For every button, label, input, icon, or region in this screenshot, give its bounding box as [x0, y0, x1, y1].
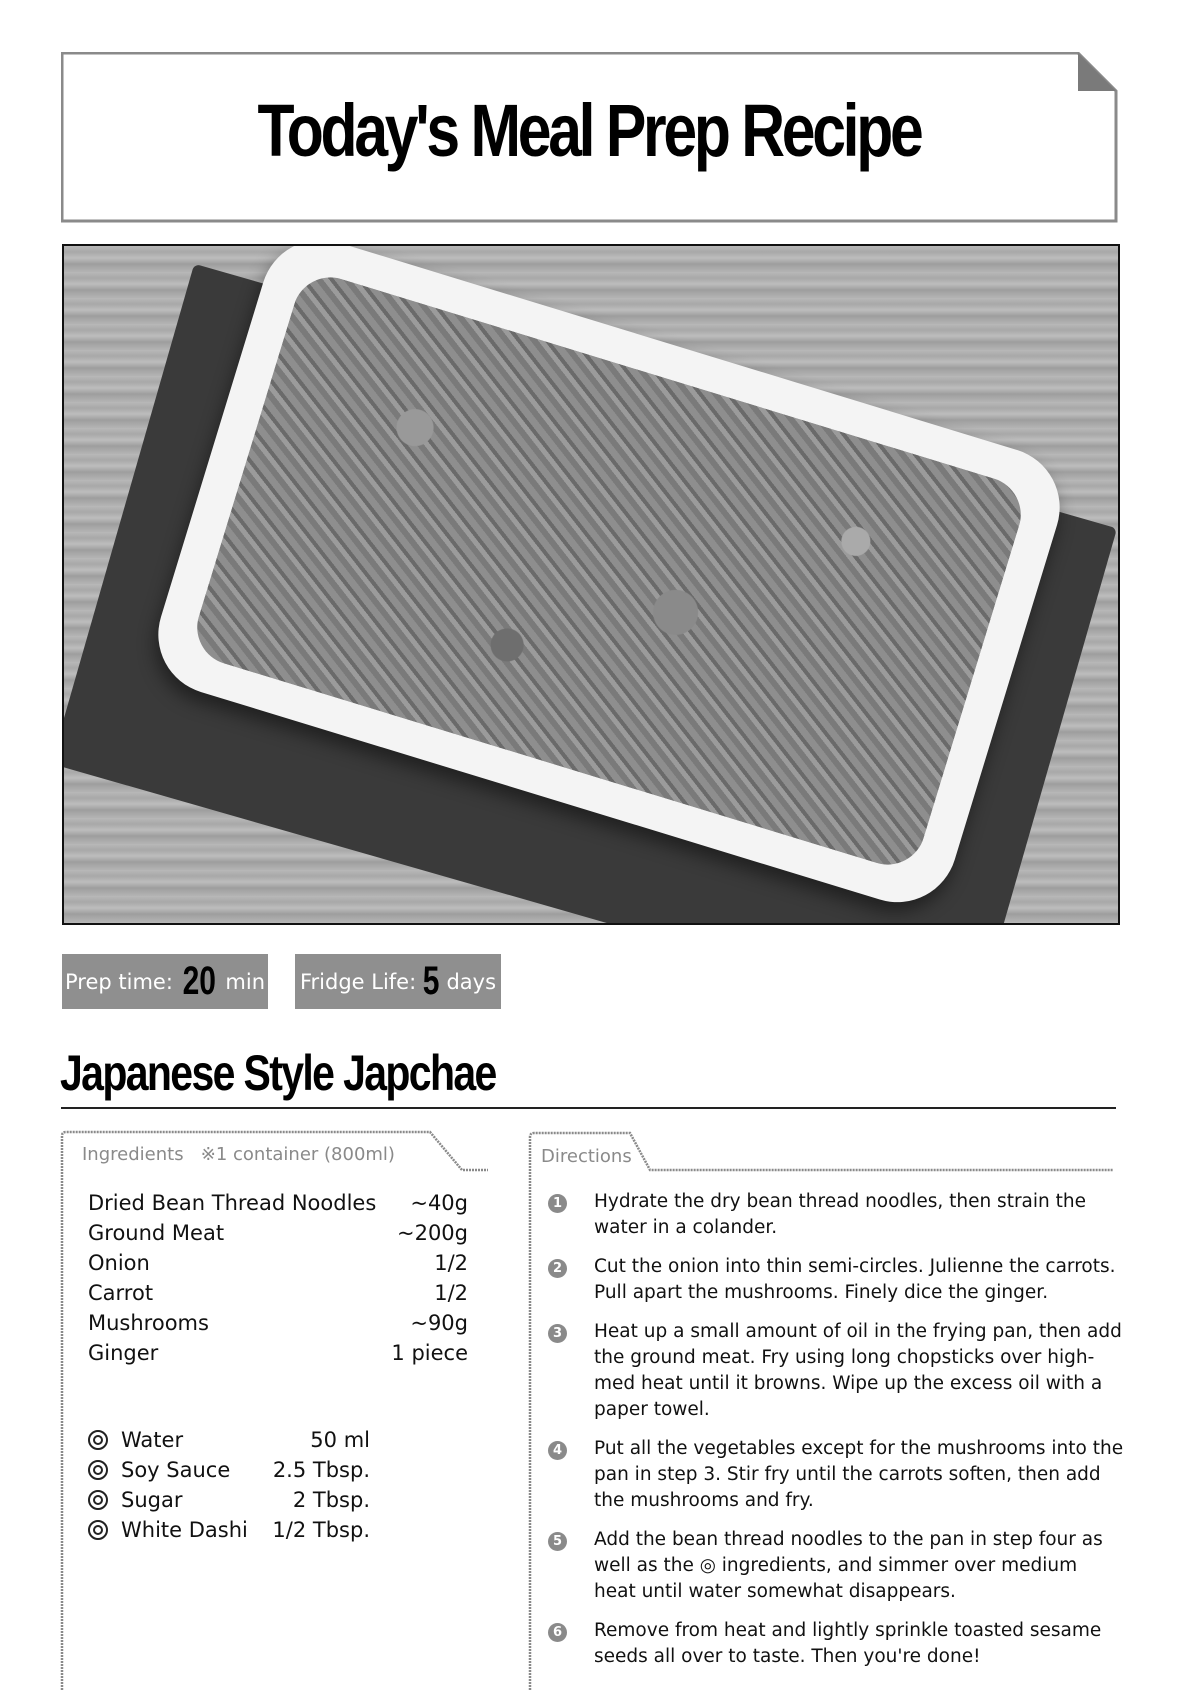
prep-time-badge	[62, 954, 268, 1009]
step-number-icon: 3	[548, 1324, 567, 1343]
direction-step	[548, 1618, 1128, 1670]
ingredient-qty: 1/2	[434, 1251, 468, 1275]
recipe-photo	[62, 244, 1120, 925]
sauce-row	[88, 1485, 370, 1515]
sauce-qty: 2.5 Tbsp.	[272, 1458, 370, 1482]
fridge-life-unit: days	[446, 969, 497, 994]
ingredients-list	[88, 1188, 468, 1368]
prep-time-unit: min	[225, 969, 266, 994]
step-number-icon: 5	[548, 1532, 567, 1551]
step-number-icon: 6	[548, 1623, 567, 1642]
ingredients-header	[82, 1144, 395, 1165]
ingredient-row	[88, 1308, 468, 1338]
ingredient-name: Dried Bean Thread Noodles	[88, 1191, 377, 1215]
ingredient-row	[88, 1278, 468, 1308]
prep-time-label: Prep time:	[64, 969, 173, 994]
step-number-icon: 2	[548, 1259, 567, 1278]
sauce-ingredients-list	[88, 1425, 370, 1545]
page-title: Today's Meal Prep Recipe	[257, 89, 921, 172]
step-text: Heat up a small amount of oil in the frying pan, then add the ground meat. Fry using long chopsticks over high-med heat until it browns. Wipe up the excess oil with a paper towel.	[594, 1321, 1122, 1420]
ingredient-name: Ginger	[88, 1341, 159, 1365]
prep-time-value: 20	[182, 959, 216, 1003]
direction-step	[548, 1436, 1128, 1514]
ingredient-name: Ground Meat	[88, 1221, 225, 1245]
step-text: Hydrate the dry bean thread noodles, then strain the water in a colander.	[594, 1191, 1087, 1238]
directions-steps	[548, 1189, 1128, 1683]
sauce-qty: 50 ml	[310, 1428, 370, 1452]
sauce-row	[88, 1425, 370, 1455]
ingredient-name: Carrot	[88, 1281, 154, 1305]
ingredient-qty: ~200g	[396, 1221, 468, 1245]
double-circle-icon	[88, 1520, 108, 1540]
step-number-icon: 4	[548, 1441, 567, 1460]
ingredient-qty: ~90g	[410, 1311, 468, 1335]
double-circle-icon	[88, 1430, 108, 1450]
step-text: Put all the vegetables except for the mushrooms into the pan in step 3. Stir fry until the carrots soften, then add the mushrooms and fry.	[594, 1438, 1124, 1511]
step-text: Remove from heat and lightly sprinkle toasted sesame seeds all over to taste. Then you're done!	[594, 1620, 1102, 1667]
ingredient-row	[88, 1248, 468, 1278]
step-text: Cut the onion into thin semi-circles. Julienne the carrots. Pull apart the mushrooms. Finely dice the ginger.	[594, 1256, 1116, 1303]
ingredient-qty: ~40g	[410, 1191, 468, 1215]
fridge-life-value: 5	[422, 959, 440, 1003]
sauce-qty: 1/2 Tbsp.	[272, 1518, 370, 1542]
step-text: Add the bean thread noodles to the pan in step four as well as the ◎ ingredients, and simmer over medium heat until water somewhat disappears.	[594, 1529, 1103, 1602]
double-circle-icon	[88, 1490, 108, 1510]
header-banner	[61, 52, 1117, 222]
direction-step	[548, 1319, 1128, 1423]
double-circle-icon	[88, 1460, 108, 1480]
sauce-row	[88, 1515, 370, 1545]
fridge-life-label: Fridge Life:	[299, 969, 417, 994]
ingredient-qty: 1 piece	[391, 1341, 468, 1365]
direction-step	[548, 1254, 1128, 1306]
sauce-name: Sugar	[121, 1488, 183, 1512]
recipe-title: Japanese Style Japchae	[60, 1045, 496, 1101]
step-number-icon: 1	[548, 1194, 567, 1213]
fridge-life-badge	[295, 954, 501, 1009]
title-divider	[61, 1107, 1116, 1109]
ingredients-yield: ※1 container (800ml)	[200, 1144, 395, 1165]
ingredients-label: Ingredients	[82, 1144, 184, 1165]
sauce-name: Soy Sauce	[121, 1458, 231, 1482]
ingredient-row	[88, 1188, 468, 1218]
ingredient-qty: 1/2	[434, 1281, 468, 1305]
sauce-name: Water	[121, 1428, 184, 1452]
ingredient-name: Mushrooms	[88, 1311, 209, 1335]
sauce-row	[88, 1455, 370, 1485]
ingredient-row	[88, 1338, 468, 1368]
ingredient-row	[88, 1218, 468, 1248]
direction-step	[548, 1189, 1128, 1241]
sauce-name: White Dashi	[121, 1518, 248, 1542]
ingredient-name: Onion	[88, 1251, 150, 1275]
directions-label: Directions	[541, 1146, 632, 1167]
sauce-qty: 2 Tbsp.	[292, 1488, 370, 1512]
direction-step	[548, 1527, 1128, 1605]
